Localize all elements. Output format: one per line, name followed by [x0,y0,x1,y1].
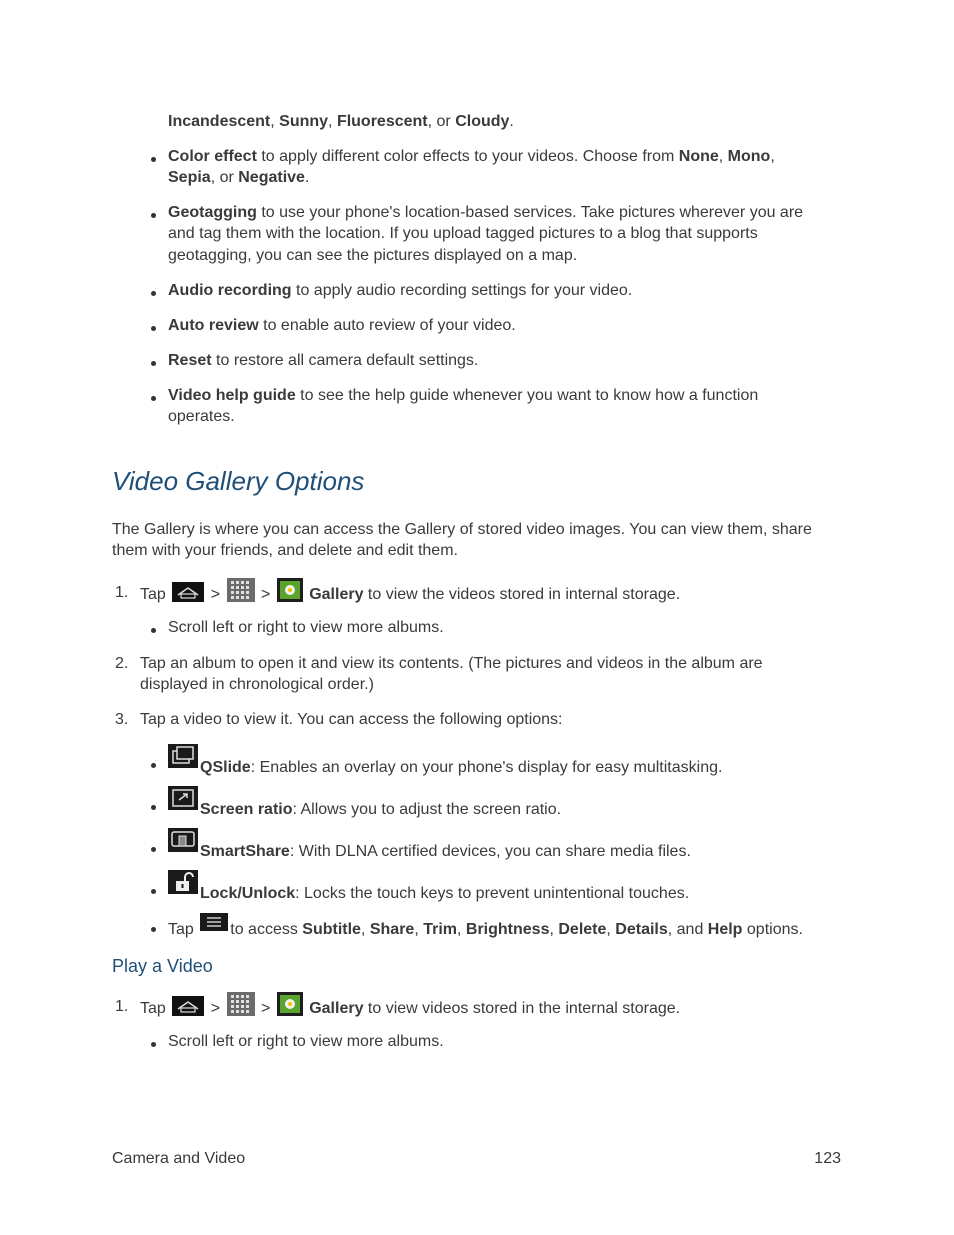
help-guide-text: to see the help guide whenever you want to know how a function [295,387,759,404]
color-effect-term: Color effect [168,148,257,165]
option-smartshare [168,828,691,867]
footer-chapter: Camera and Video [112,1150,246,1167]
bullet [151,763,156,768]
gallery-icon [277,578,303,613]
white-balance-options-line [168,111,514,132]
separator: , [549,921,559,938]
play-step-1-line [140,992,680,1027]
home-icon [172,582,204,613]
option-qslide [168,744,722,783]
smartshare-text: : With DLNA certified devices, you can share media files. [289,843,691,860]
smartshare-icon [168,828,198,863]
separator: , or [210,169,239,186]
bullet [151,396,156,401]
bullet [151,805,156,810]
step-2-line-1: Tap an album to open it and view its contents. (The pictures and videos in the album are [140,655,763,672]
option-subtitle: Subtitle [302,921,361,938]
auto-review-term: Auto review [168,317,259,334]
tap-word: Tap [140,1000,166,1017]
gallery-term: Gallery [309,586,364,603]
separator: , [718,148,728,165]
qslide-icon [168,744,198,779]
play-step-1-text: to view videos stored in the internal storage. [363,1000,681,1017]
step-1-text: to view the videos stored in internal storage. [363,586,681,603]
apps-icon [227,578,255,613]
bullet [151,628,156,633]
option-mono: Mono [727,148,771,165]
step-number: 1. [115,998,129,1015]
tap-word: Tap [168,921,194,938]
lock-unlock-term: Lock/Unlock [200,885,296,902]
step-number: 1. [115,584,129,601]
bullet [151,213,156,218]
option-trim: Trim [423,921,457,938]
help-guide-term: Video help guide [168,387,296,404]
audio-recording-term: Audio recording [168,282,292,299]
color-effect-line-2 [168,167,309,188]
menu-text-end: options. [742,921,803,938]
help-guide-line-2: operates. [168,408,235,425]
apps-icon [227,992,255,1027]
home-icon [172,996,204,1027]
option-details: Details [615,921,668,938]
separator: , or [427,113,456,130]
step-2-line-2: displayed in chronological order.) [140,676,374,693]
period: . [509,113,514,130]
period: . [304,169,310,186]
bullet [151,927,156,932]
option-sepia: Sepia [168,169,211,186]
separator: > [210,586,221,603]
reset-text: to restore all camera default settings. [211,352,479,369]
intro-line-1: The Gallery is where you can access the Gallery of stored video images. You can view them, share [112,521,812,538]
bullet [151,847,156,852]
lock-icon [168,870,198,905]
section-title: Video Gallery Options [112,466,365,496]
audio-recording-line [168,280,632,301]
menu-text: to access [230,921,303,938]
geotagging-text: to use your phone's location-based services. Take pictures wherever you are [256,204,804,221]
bullet [151,361,156,366]
option-delete: Delete [558,921,607,938]
separator: , and [667,921,708,938]
geotagging-term: Geotagging [168,204,257,221]
auto-review-text: to enable auto review of your video. [258,317,516,334]
option-sunny: Sunny [279,113,329,130]
option-cloudy: Cloudy [455,113,510,130]
menu-options-line [168,912,803,945]
bullet [151,157,156,162]
step-number: 3. [115,711,129,728]
geotagging-line-2: and tag them with the location. If you upload tagged pictures to a blog that supports [168,225,758,242]
separator: , [457,921,466,938]
separator: > [260,1000,271,1017]
reset-term: Reset [168,352,212,369]
screen-ratio-icon [168,786,198,821]
step-1-line [140,578,680,613]
audio-recording-text: to apply audio recording settings for your video. [291,282,633,299]
reset-line [168,350,478,371]
option-share: Share [369,921,415,938]
option-screen-ratio [168,786,561,825]
separator: , [414,921,424,938]
step-1-subbullet: Scroll left or right to view more albums. [168,619,444,636]
qslide-term: QSlide [200,759,251,776]
intro-line-2: them with your friends, and delete and edit them. [112,542,458,559]
bullet [151,291,156,296]
separator: , [270,113,280,130]
geotagging-line-1 [168,202,803,223]
option-negative: Negative [238,169,305,186]
bullet [151,889,156,894]
gallery-icon [277,992,303,1027]
separator: , [770,148,775,165]
color-effect-text: to apply different color effects to your videos. Choose from [256,148,679,165]
page-number: 123 [814,1150,841,1167]
separator: , [360,921,370,938]
tap-word: Tap [140,586,166,603]
smartshare-term: SmartShare [200,843,290,860]
geotagging-line-3: geotagging, you can see the pictures displayed on a map. [168,247,578,264]
option-brightness: Brightness [465,921,550,938]
separator: , [606,921,616,938]
color-effect-line-1 [168,146,775,167]
option-incandescent: Incandescent [168,113,271,130]
option-fluorescent: Fluorescent [336,113,428,130]
screen-ratio-term: Screen ratio [200,801,293,818]
separator: , [328,113,337,130]
separator: > [260,586,271,603]
auto-review-line [168,315,516,336]
option-lock-unlock [168,870,689,909]
gallery-term: Gallery [309,1000,364,1017]
qslide-text: : Enables an overlay on your phone's display for easy multitasking. [250,759,723,776]
subsection-title: Play a Video [112,956,213,976]
screen-ratio-text: : Allows you to adjust the screen ratio. [292,801,562,818]
separator: > [210,1000,221,1017]
option-help: Help [707,921,743,938]
option-none: None [678,148,719,165]
bullet [151,326,156,331]
bullet [151,1042,156,1047]
lock-unlock-text: : Locks the touch keys to prevent unintentional touches. [295,885,690,902]
step-number: 2. [115,655,129,672]
step-3-line: Tap a video to view it. You can access the following options: [140,711,563,728]
help-guide-line-1 [168,385,758,406]
menu-icon [200,912,228,942]
play-step-1-subbullet: Scroll left or right to view more albums. [168,1033,444,1050]
